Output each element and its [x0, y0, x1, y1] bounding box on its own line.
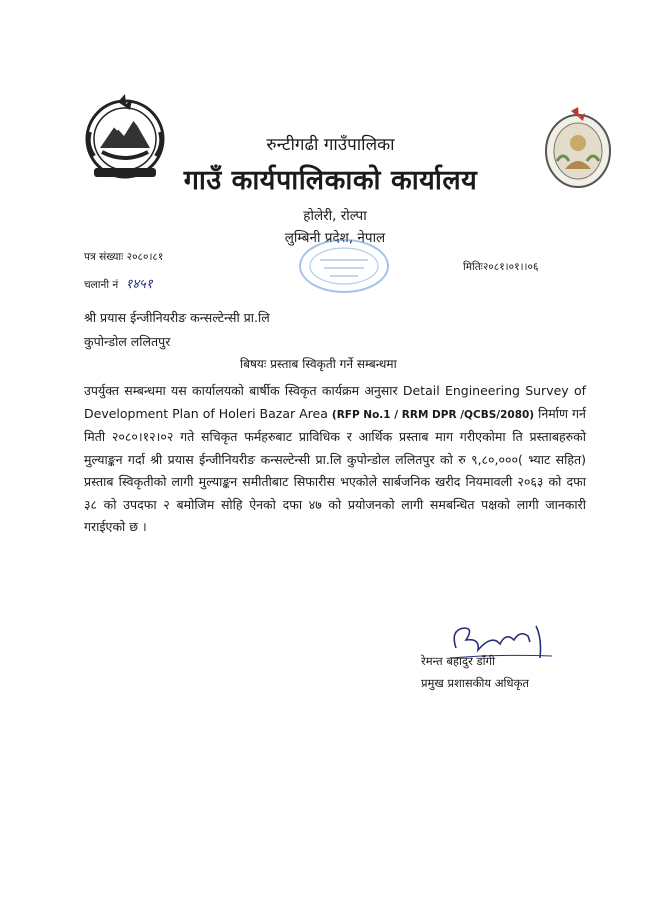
municipality-name: रुन्टीगढी गाउँपालिका — [266, 135, 395, 155]
reference-number: पत्र संख्याः २०८०।८१ — [84, 251, 164, 263]
rfp-reference: (RFP No.1 / RRM DPR /QCBS/2080) — [331, 408, 535, 421]
office-address: होलेरी, रोल्पा — [303, 208, 367, 224]
recipient-name: श्री प्रयास ईन्जीनियरीङ कन्सल्टेन्सी प्रा.लि — [84, 310, 270, 325]
letter-body — [84, 380, 586, 539]
dispatch-number-value: १४५१ — [125, 277, 153, 292]
municipality-seal-icon — [543, 107, 613, 189]
letter-subject: बिषयः प्रस्ताब स्विकृती गर्ने सम्बन्धमा — [240, 357, 397, 371]
dispatch-number — [84, 274, 153, 292]
signatory-name: रेमन्त बहादुर डाँगी — [421, 654, 496, 668]
office-province: लुम्बिनी प्रदेश, नेपाल — [284, 230, 386, 246]
body-part-1: उपर्युक्त सम्बन्धमा यस कार्यालयको बार्षीक स्विकृत कार्यक्रम अनुसार Detail Engineering Survey of Development Plan of Holeri Bazar Area — [84, 383, 586, 421]
body-part-2: निर्माण गर्न मिती २०८०।१२।०२ गते सचिकृत फर्महरुबाट प्राविधिक र आर्थिक प्रस्ताब माग गरीएकोमा ति प्रस्ताबहरुको मुल्याङ्कन गर्दा श्री प्रयास ईन्जीनियरीङ कन्सल्टेन्सी प्रा.लि कुपोन्डोल ललितपुर को रु ९,८०,०००( भ्याट सहित) प्रस्ताब स्विकृतीको लागी मुल्याङ्कन समीतीबाट सिफारीस भएकोले सार्बजनिक खरीद नियमावली २०६३ को दफा ३८ को उपदफा २ बमोजिम सोहि ऐनको दफा ४७ को प्रयोजनको लागी समबन्धित पक्षको लागी जानकारी गराईएको छ । — [84, 405, 586, 534]
recipient-block — [84, 306, 270, 354]
dispatch-label: चलानी नं — [84, 279, 119, 291]
signatory-designation: प्रमुख प्रशासकीय अधिकृत — [421, 676, 529, 690]
office-name: गाउँ कार्यपालिकाको कार्यालय — [183, 165, 478, 196]
recipient-address: कुपोन्डोल ललितपुर — [84, 334, 171, 349]
letter-date: मितिः२०८१।०१।।०६ — [463, 261, 539, 273]
office-stamp-icon — [296, 236, 392, 296]
